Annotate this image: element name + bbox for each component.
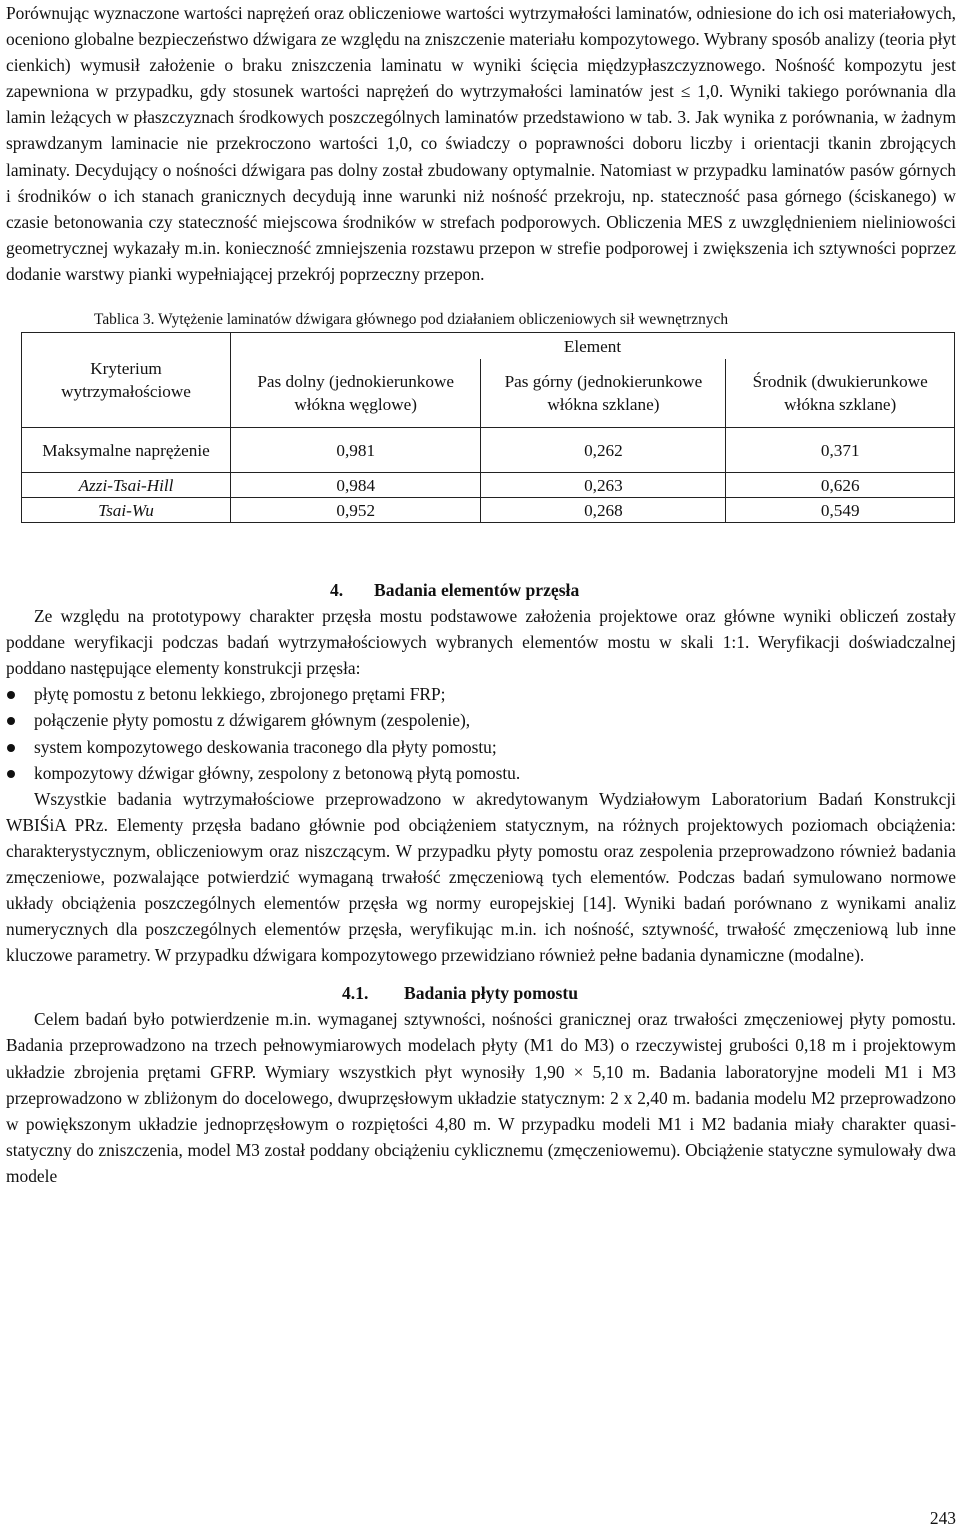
section-4-1-heading [6,980,956,1006]
bullet-icon [7,744,15,752]
table-cell: 0,952 [231,498,481,523]
table-cell: 0,981 [231,428,481,473]
row-label: Tsai-Wu [22,498,231,523]
row-label: Maksymalne naprężenie [22,428,231,473]
row-label: Azzi-Tsai-Hill [22,473,231,498]
results-table [21,332,955,523]
document-page [6,0,956,1189]
header-col-pas-gorny: Pas górny (jednokierunkowe włókna szklane) [481,359,726,428]
page-number: 243 [929,1508,956,1528]
list-item-text: płytę pomostu z betonu lekkiego, zbrojonego prętami FRP; [34,684,446,705]
list-item-text: system kompozytowego deskowania traconego dla płyty pomostu; [34,736,497,757]
table-cell: 0,984 [231,473,481,498]
table-caption: Tablica 3. Wytężenie laminatów dźwigara głównego pod działaniem obliczeniowych sił wewnętrznych [94,311,729,329]
list-item [6,734,956,760]
section-4-heading [6,577,956,603]
list-item [6,707,956,733]
table-row [22,428,955,473]
section-4-1-title: Badania płyty pomostu [404,983,579,1004]
bullet-icon [7,770,15,778]
table-header-row [22,333,955,360]
bullet-icon [7,717,15,725]
header-col-pas-dolny: Pas dolny (jednokierunkowe włókna węglowe) [231,359,481,428]
less-equal-symbol: ≤ [680,81,691,102]
table-row [22,498,955,523]
table-cell: 0,268 [481,498,726,523]
table-row [22,473,955,498]
table-cell: 0,549 [726,498,955,523]
section-4-1-body: Celem badań było potwierdzenie m.in. wymaganej sztywności, nośności granicznej oraz trwałości zmęczeniowej płyty pomostu. Badania przeprowadzono na trzech pełnowymiarowych modelach płyty (M1 do M3) o rzeczywistej grubości 0,18 m i projektowym układzie zbrojenia prętami GFRP. Wymiary wszystkich płyt wynosiły 1,90 × 5,10 m. Badania laboratoryjne modeli M1 i M3 przeprowadzono w zbliżonym do docelowego, dwuprzęsłowym układzie statycznym: 2 x 2,40 m. badania modelu M2 przeprowadzono w powiększonym układzie jednoprzęsłowym o rozpiętości 4,80 m. W przypadku modeli M1 i M2 badania miały charakter quasi-statyczny do zniszczenia, model M3 został poddany obciążeniu cyklicznemu (zmęczeniowemu). Obciążenie statyczne symulowały dwa modele [6,1009,956,1186]
header-col-srodnik: Środnik (dwukierunkowe włókna szklane) [726,359,955,428]
section-4-title: Badania elementów przęsła [374,580,580,601]
header-element-group: Element [231,333,955,360]
table-cell: 0,371 [726,428,955,473]
header-criterion: Kryterium wytrzymałościowe [22,333,231,428]
intro-text-before: Porównując wyznaczone wartości naprężeń oraz obliczeniowe wartości wytrzymałości laminatów, odniesione do ich osi materiałowych, oceniono globalne bezpieczeństwo dźwigara ze względu na zniszczenie materiału kompozytowego. Wybrany sposób analizy (teoria płyt cienkich) wymusił założenie o braku zniszczenia laminatu w wyniki ścięcia międzypłaszczyznowego. Nośność kompozytu jest zapewniona w przypadku, gdy stosunek wartości naprężeń do wytrzymałości laminatów jest [6,3,956,102]
table-cell: 0,263 [481,473,726,498]
element-list [6,681,956,785]
intro-text-after: 1,0. Wyniki takiego porównania dla lamin leżących w płaszczyznach środkowych poszczególnych laminatów przedstawiono w tab. 3. Jak wynika z porównania, w żadnym sprawdzanym laminacie nie przekroczono wartości 1,0, co świadczy o poprawności doboru liczby i orientacji tkanin zbrojących laminaty. Decydujący o nośności dźwigara pas dolny został zbudowany optymalnie. Natomiast w przypadku laminatów pasów górnych i środników o ich stanach granicznych decydują inne warunki niż nośność przekroju, np. stateczność pasa górnego (ściskanego) w czasie betonowania czy stateczność miejscowa środników w strefach podporowych. Obliczenia MES z uwzględnieniem nieliniowości geometrycznej wykazały m.in. konieczność zmniejszenia rozstawu przepon w strefie podporowej i zwiększenia ich sztywności poprzez dodanie warstwy pianki wypełniającej przekrój poprzeczny przepon. [6,81,956,284]
table-cell: 0,262 [481,428,726,473]
list-item-text: kompozytowy dźwigar główny, zespolony z betonową płytą pomostu. [34,762,521,783]
list-item [6,760,956,786]
list-item [6,681,956,707]
section-4-intro: Ze względu na prototypowy charakter przęsła mostu podstawowe założenia projektowe oraz główne wyniki obliczeń zostały poddane weryfikacji podczas badań wytrzymałościowych wybranych elementów mostu w skali 1:1. Weryfikacji doświadczalnej poddano następujące elementy konstrukcji przęsła: [6,606,956,679]
section-4-number: 4. [330,580,344,601]
list-item-text: połączenie płyty pomostu z dźwigarem głównym (zespolenie), [34,710,471,731]
table-cell: 0,626 [726,473,955,498]
bullet-icon [7,691,15,699]
section-4-body: Wszystkie badania wytrzymałościowe przeprowadzono w akredytowanym Wydziałowym Laboratorium Badań Konstrukcji WBIŚiA PRz. Elementy przęsła badano głównie pod obciążeniem statycznym, na różnych projektowych poziomach obciążenia: charakterystycznym, obliczeniowym oraz niszczącym. W przypadku płyty pomostu oraz zespolenia przeprowadzono również badania zmęczeniowe, pozwalające potwierdzić wymaganą trwałość zmęczeniową tych elementów. Podczas badań symulowano normowe układy obciążenia poszczególnych elementów przęsła wg normy europejskiej [14]. Wyniki badań porównano z wynikami analiz numerycznych dla poszczególnych elementów przęsła, weryfikując m.in. ich nośność, sztywność, trwałość zmęczeniową lub inne kluczowe parametry. W przypadku dźwigara kompozytowego przewidziano również pełne badania dynamiczne (modalne). [6,788,956,966]
intro-paragraph [6,0,956,287]
section-4-1-number: 4.1. [342,983,369,1004]
